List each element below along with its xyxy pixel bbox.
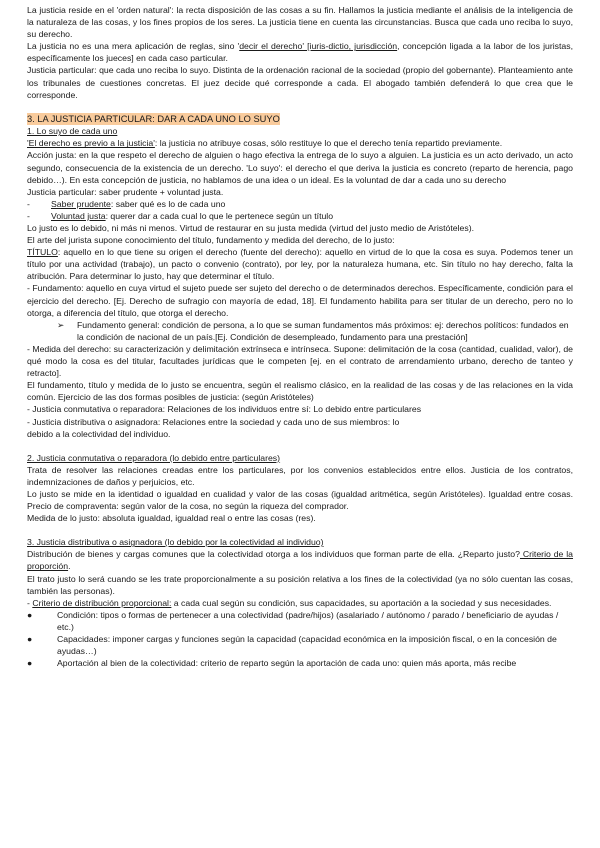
- distributiva-summary-line-2: debido a la colectividad del individuo.: [27, 428, 171, 439]
- bullet-dot-icon: ●: [27, 658, 33, 669]
- distributiva-summary-line: - Justicia distributiva o asignadora: Relaciones entre la sociedad y cada uno de sus miembros: lo: [27, 416, 400, 427]
- conmutativa-paragraph-2: Lo justo se mide en la identidad o igualdad en cualidad y valor de las cosas (igualdad aritmética, según Aristóteles). Igualdad entre cosas. Precio de compraventa: según valor de la cosa, no según la riqueza del comprador.: [27, 488, 573, 512]
- justicia-particular-formula: Justicia particular: saber prudente + voluntad justa.: [27, 186, 224, 197]
- accion-justa-paragraph: Acción justa: en la que respeto el derecho de alguien o hago efectiva la entrega de lo suyo a alguien. La justicia es un acto derivado, un acto segundo, consecuencia de la existencia de un derecho. 'Lo suyo': el derecho el que deriva la justicia es concreto (reparto de herencia, pago debido…). En esta concepción de justicia, no hablamos de una idea o un ideal. Es la voluntad de dar a cada uno su derecho: [27, 150, 573, 185]
- conmutativa-paragraph-1: Trata de resolver las relaciones creadas entre los particulares, por los convenios establecidos entre ellos. Justicia de los contratos, indemnizaciones de daños y perjuicios, etc.: [27, 464, 573, 487]
- fundamento-paragraph: - Fundamento: aquello en cuya virtud el sujeto puede ser sujeto del derecho o de determinados derechos. Específicamente, condición para el ejercicio del derecho. [Ej. Derecho de sufragio con mayoría de edad, 18]. El fundamento habilita para ser titular de un derecho, pero no lo otorga, a diferencia del título, que otorga el derecho.: [27, 283, 573, 318]
- distributiva-paragraph-1: Distribución de bienes y cargas comunes que la colectividad otorga a los individuos que forman parte de ella. ¿Reparto justo? Criterio de la proporción.: [27, 549, 573, 572]
- intro-paragraph-1: La justicia reside en el 'orden natural': la recta disposición de las cosas a su fin. Hallamos la justicia mediante el análisis de la inteligencia de la naturaleza de las cosas, y los fines propios de los seres. La justicia tiene en cuenta las circunstancias. Busca que cada uno reciba lo suyo, su derecho.: [27, 5, 573, 40]
- intro-paragraph-3: Justicia particular: que cada uno reciba lo suyo. Distinta de la ordenación racional de la sociedad (propio del gobernante). Planteamiento ante los tribunales de cuestiones concretas. El juez decide qué corresponde a cada. El abogado también defenderá lo que crea que le corresponde.: [27, 65, 573, 100]
- subheading-conmutativa: 2. Justicia conmutativa o reparadora (lo debido entre particulares): [27, 452, 281, 463]
- medida-paragraph: - Medida del derecho: su caracterización y delimitación extrínseca e intrínseca. Supone: delimitación de la cosa (cantidad, cualidad, valor), de qué modo la cosa es del titular, facultades jurídicas que le competen [ej. en el contrato de arrendamiento urbano, derecho de tanteo y retracto].: [27, 343, 573, 379]
- bullet-dot-icon: ●: [27, 609, 33, 620]
- criterio-paragraph: - Criterio de distribución proporcional: a cada cual según su condición, sus capacidades, su aportación a la sociedad y sus necesidades.: [27, 597, 552, 608]
- list-item-saber-prudente: - Saber prudente: saber qué es lo de cada uno: [27, 198, 226, 209]
- distributiva-paragraph-2: El trato justo lo será cuando se les trate proporcionalmente a su posición relativa a los fines de la colectividad (ya no sólo cuentan las cosas, también las personas).: [27, 573, 573, 596]
- realismo-paragraph: El fundamento, título y medida de lo justo se encuentra, según el realismo clásico, en la realidad de las cosas y de las relaciones en la vida común. Ejercicio de las dos formas posibles de justicia: (según Aristóteles): [27, 380, 573, 403]
- titulo-paragraph: TÍTULO: aquello en lo que tiene su origen el derecho (fuente del derecho): aquello en virtud de lo que la cosa es suya. Podemos tener un título por una actividad (trabajo), un pacto o convenio (contrato), por ley, por la naturaleza humana, etc. Sin título no hay derecho, falta la atribución. Para determinar lo justo, hay que determinar el título.: [27, 247, 573, 282]
- list-item-voluntad-justa: - Voluntad justa: querer dar a cada cual lo que le pertenece según un título: [27, 210, 334, 221]
- subheading-lo-suyo: 1. Lo suyo de cada uno: [27, 126, 118, 137]
- bullet-capacidades: ● Capacidades: imponer cargas y funciones según la capacidad (capacidad económica en la imposición fiscal, o en la concesión de ayudas…): [27, 634, 557, 657]
- arrow-bullet-icon: ➢: [57, 319, 65, 330]
- intro-paragraph-2: La justicia no es una mera aplicación de reglas, sino 'decir el derecho' [iuris-dictio, jurisdicción, concepción ligada a la labor de los juristas, específicamente los jueces] en cada caso particular.: [27, 41, 573, 64]
- bullet-condicion: ● Condición: tipos o formas de pertenecer a una colectividad (padre/hijos) (asalariado / autónomo / parado / beneficiario de ayudas / etc.): [27, 609, 559, 632]
- conmutativa-summary-line: - Justicia conmutativa o reparadora: Relaciones de los individuos entre sí: Lo debido entre particulares: [27, 404, 422, 415]
- bullet-aportacion: ● Aportación al bien de la colectividad: criterio de reparto según la aportación de cada uno: quien más aporta, más recibe: [27, 658, 517, 669]
- lo-justo-line: Lo justo es lo debido, ni más ni menos. Virtud de restaurar en su justa medida (virtud del justo medio de Aristóteles).: [27, 223, 474, 233]
- subheading-distributiva: 3. Justicia distributiva o asignadora (lo debido por la colectividad al individuo): [27, 537, 324, 548]
- bullet-dot-icon: ●: [27, 634, 33, 644]
- list-item-fundamento-general: ➢ Fundamento general: condición de persona, a lo que se suman fundamentos más próximos: ej: derechos políticos: fundados en la condición de nacional de un país.[Ej. Condición de desempleado, fundamento para una prestación]: [57, 319, 569, 342]
- section-heading-justicia-particular: 3. LA JUSTICIA PARTICULAR: DAR A CADA UNO LO SUYO: [27, 113, 280, 124]
- conmutativa-paragraph-3: Medida de lo justo: absoluta igualdad, igualdad real o entre las cosas (res).: [27, 513, 316, 524]
- derecho-previo-line: 'El derecho es previo a la justicia': la justicia no atribuye cosas, sólo restituye lo que el derecho tenía repartido previamente.: [27, 138, 503, 149]
- arte-jurista-line: El arte del jurista supone conocimiento del título, fundamento y medida del derecho, de lo justo:: [27, 235, 395, 246]
